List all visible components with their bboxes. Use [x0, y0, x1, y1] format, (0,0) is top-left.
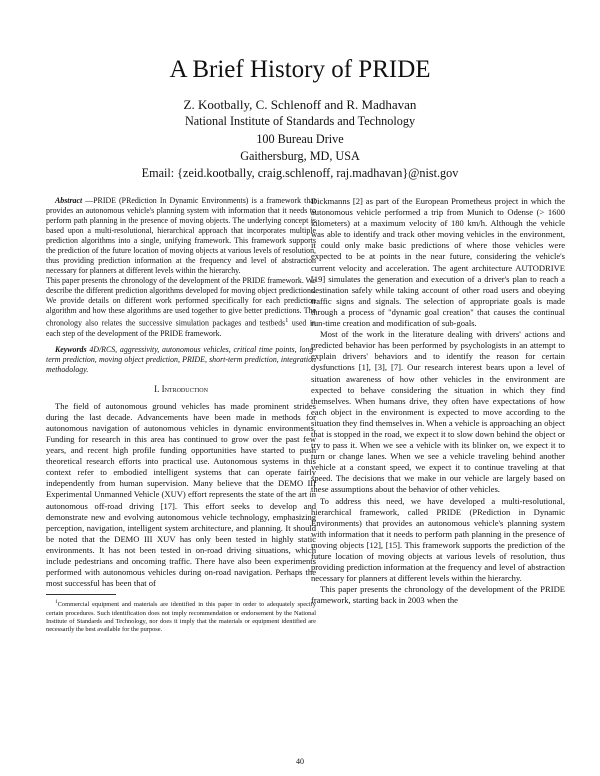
abstract-paragraph — [46, 196, 316, 276]
intro-paragraph-1: The field of autonomous ground vehicles has made prominent strides during the last decade. Advancements have been made in methods for autonomous navigation of autonomous vehicles in dynamic environments. Funding for research in this area has continued to grow over the past few years, and recent high profile funding opportunities have started to push theoretical research efforts into practical use. Autonomous systems in this context refer to embodied intelligent systems that can operate fairly independently from human supervision. Many believe that the DEMO III Experimental Unmanned Vehicle (XUV) effort represents the state of the art in autonomous off-road driving [17]. This effort seeks to develop and demonstrate new and evolving autonomous vehicle technology, emphasizing perception, navigation, intelligent system architecture, and planning. It should be noted that the DEMO III XUV has only been tested in highly static environments. It has not been tested in on-road driving situations, which include pedestrians and oncoming traffic. There have also been experiments performed with autonomous vehicles during on-road navigation. Perhaps the most successful has been that of — [46, 400, 316, 589]
page-number: 40 — [296, 757, 304, 766]
right-paragraph-2: Most of the work in the literature dealing with drivers' actions and predicted behavior has been performed by psychologists in an attempt to explain drivers' behaviors and to identify the reason for certain dysfunctions [1], [3], [7]. Our research interest bears upon a level of situation awareness of how other vehicles in the environment are expected to behave considering the situation in which they find themselves. When humans drive, they often have expectations of how each object in the environment is expected to move according to the situation they find themselves in. When a vehicle is approaching an object that is stopped in the road, we expect it to slow down behind the object or try to pass it. When we see a vehicle with its blinker on, we expect it to turn or change lanes. When we see a vehicle traveling behind another vehicle at a constant speed, we expect it to continue traveling at that speed. The decisions that we make in our vehicle are largely based on these assumptions about the behavior of other vehicles. — [311, 329, 565, 495]
section-heading-introduction: I. Introduction — [154, 383, 208, 394]
author-block — [0, 96, 600, 182]
author-email: Email: {zeid.kootbally, craig.schlenoff, raj.madhavan}@nist.gov — [141, 166, 459, 181]
abstract-heading: Abstract — [55, 196, 83, 205]
footnote-divider — [46, 594, 116, 595]
footnote-number: 1 — [55, 599, 58, 606]
keywords-text: 4D/RCS, aggressivity, autonomous vehicles, critical time points, long-term prediction, moving object prediction, PRIDE, short-term prediction, integration methodology. — [46, 344, 316, 374]
right-paragraph-3: To address this need, we have developed a multi-resolutional, hierarchical framework, called PRIDE (PRediction in Dynamic Environments) that provides an autonomous vehicle's planning system with information that it needs to perform path planning in the presence of moving objects [12], [15]. This framework supports the prediction of the future location of moving objects at various levels of resolution, thus providing prediction information at the frequency and level of abstraction necessary for planners at different levels within the hierarchy. — [311, 495, 565, 584]
footnote — [46, 598, 316, 634]
keywords-paragraph — [46, 345, 316, 375]
address-city: Gaithersburg, MD, USA — [240, 148, 360, 163]
affiliation: National Institute of Standards and Technology — [184, 114, 416, 129]
paper-title: A Brief History of PRIDE — [169, 56, 431, 83]
abstract-text-2-end: used in each step of the development of the PRIDE framework. — [46, 318, 316, 338]
keywords-heading: Keywords — [55, 344, 87, 354]
address-street: 100 Bureau Drive — [256, 131, 344, 146]
abstract-text-2: This paper presents the chronology of the development of the PRIDE framework. We describe the different prediction algorithms developed for moving object predictions. We provide details on different work performed specifically for each prediction algorithm and how these algorithms are used together to give better predictions. The chronology also relates the successive simulation packages and testbeds — [46, 276, 316, 328]
abstract-text: —PRIDE (PRediction In Dynamic Environments) is a framework that provides an autonomous vehicle's planning system with information that it needs to perform path planning in the presence of moving objects. The underlying concept is based upon a multi-resolutional, hierarchical approach that incorporates multiple prediction algorithms into a single, unifying framework. This framework supports the prediction of the future location of moving objects at various levels of resolution, thus providing prediction information at the frequency and level of abstraction necessary for planners at different levels within the hierarchy. — [46, 196, 316, 275]
abstract-paragraph-2 — [46, 276, 316, 339]
right-paragraph-4: This paper presents the chronology of the development of the PRIDE framework, starting back in 2003 when the — [311, 584, 565, 606]
footnote-text: Commercial equipment and materials are identified in this paper in order to adequately specify certain procedures. Such identification does not imply recommendation or endorsement by the National Institute of Standards and Technology, nor does it imply that the materials or equipment identified are necessarily the best available for the purpose. — [46, 601, 316, 634]
left-column — [46, 196, 316, 634]
right-paragraph-1: Dickmanns [2] as part of the European Prometheus project in which the autonomous vehicle performed a trip from Munich to Odense (> 1600 kilometers) at a maximum velocity of 180 km/h. Although the vehicle was able to identify and track other moving vehicles in the environment, it could only make basic predictions of where those vehicles were expected to be at points in the near future, considering the vehicle's current velocity and acceleration. The agent architecture AUTODRIVE [19] simulates the generation and execution of a driver's plan to reach a destination safely while taking account of other road users and obeying traffic signs and signals. The selection of appropriate goals is made through a process of "dynamic goal creation" that causes the continual run-time creation and modification of sub-goals. — [311, 196, 565, 329]
author-names: Z. Kootbally, C. Schlenoff and R. Madhavan — [183, 97, 417, 112]
footnote-marker: 1 — [285, 317, 289, 324]
right-column — [311, 196, 565, 606]
